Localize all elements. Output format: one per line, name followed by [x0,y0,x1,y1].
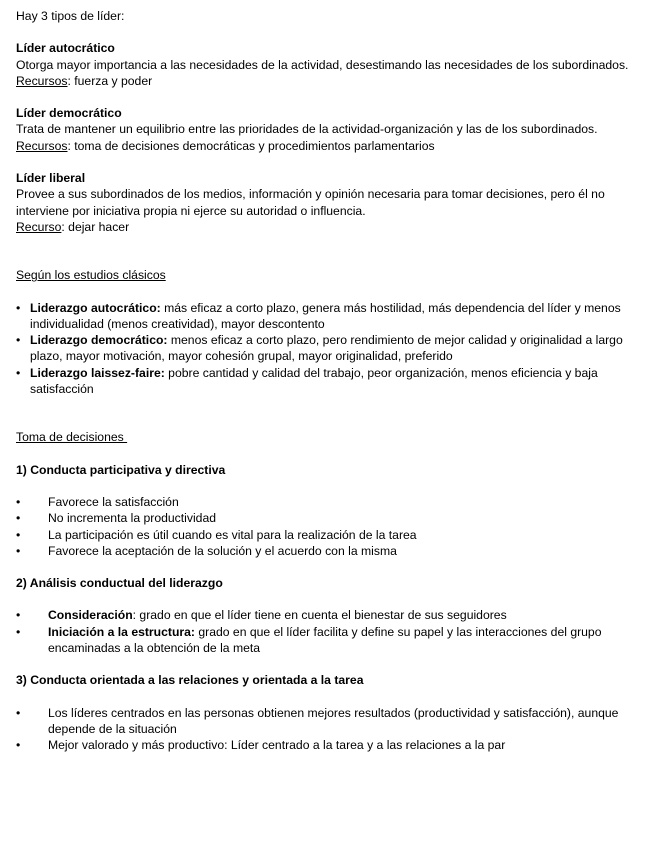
resources-label: Recursos [16,73,68,88]
decisions-heading: Toma de decisiones [16,430,128,445]
list-item: • No incrementa la productividad [16,510,630,526]
item-term: Consideración [48,608,133,623]
leader-autocratic-section [16,40,630,89]
list-item: • Favorece la satisfacción [16,494,630,510]
leader-resources [16,219,630,235]
list-item [16,607,630,623]
resources-label: Recurso [16,219,62,234]
leader-description: Otorga mayor importancia a las necesidades de la actividad, desestimando las necesidades de los subordinados. [16,57,629,72]
leader-description: Trata de mantener un equilibrio entre las prioridades de la actividad-organización y las de los subordinados. [16,122,598,137]
classic-studies-heading: Según los estudios clásicos [16,268,166,283]
section-3-list [16,705,630,754]
list-item: • Los líderes centrados en las personas obtienen mejores resultados (productividad y satisfacción), aunque depende de la situación [16,705,630,738]
section-3-title: 3) Conducta orientada a las relaciones y orientada a la tarea [16,673,364,688]
item-text: pobre cantidad y calidad del trabajo, peor organización, menos eficiencia y baja satisfacción [30,365,598,397]
list-item [16,365,630,398]
section-1-title: 1) Conducta participativa y directiva [16,462,226,477]
resources-text: : toma de decisiones democráticas y procedimientos parlamentarios [67,138,435,153]
list-item: • La participación es útil cuando es vital para la realización de la tarea [16,527,630,543]
leader-title: Líder democrático [16,106,122,121]
leader-democratic-section [16,105,630,154]
list-item [16,300,630,333]
resources-text: : dejar hacer [61,219,130,234]
list-item: • Mejor valorado y más productivo: Líder centrado a la tarea y a las relaciones a la par [16,737,630,753]
leader-title: Líder autocrático [16,41,115,56]
list-item [16,624,630,657]
item-term: Iniciación a la estructura: [48,624,195,639]
item-term: Liderazgo democrático: [30,333,168,348]
resources-label: Recursos [16,138,68,153]
leader-description: Provee a sus subordinados de los medios, información y opinión necesaria para tomar decisiones, pero él no interviene por iniciativa propia ni ejerce su autoridad o influencia. [16,187,605,218]
list-item: • Favorece la aceptación de la solución y el acuerdo con la misma [16,543,630,559]
leader-title: Líder liberal [16,171,86,186]
leader-resources [16,138,630,154]
classic-studies-list [16,300,630,398]
item-term: Liderazgo autocrático: [30,300,161,315]
intro-text: Hay 3 tipos de líder: [16,9,125,23]
item-text: grado en que el líder facilita y define su papel y las interacciones del grupo encaminadas a la obtención de la meta [48,624,602,656]
item-term: Liderazgo laissez-faire: [30,365,165,380]
item-text: : grado en que el líder tiene en cuenta el bienestar de sus seguidores [132,608,507,623]
resources-text: : fuerza y poder [67,73,153,88]
section-2-title: 2) Análisis conductual del liderazgo [16,576,223,591]
section-1-list [16,494,630,559]
item-text: más eficaz a corto plazo, genera más hostilidad, más dependencia del líder y menos individualidad (menos creatividad), mayor descontento [30,300,621,331]
item-text: menos eficaz a corto plazo, pero rendimiento de mejor calidad y originalidad a largo plazo, mayor motivación, mayor cohesión grupal, mayor originalidad, preferido [30,333,623,364]
leader-liberal-section [16,170,630,235]
list-item [16,332,630,365]
leader-resources [16,73,630,89]
section-2-list [16,607,630,656]
